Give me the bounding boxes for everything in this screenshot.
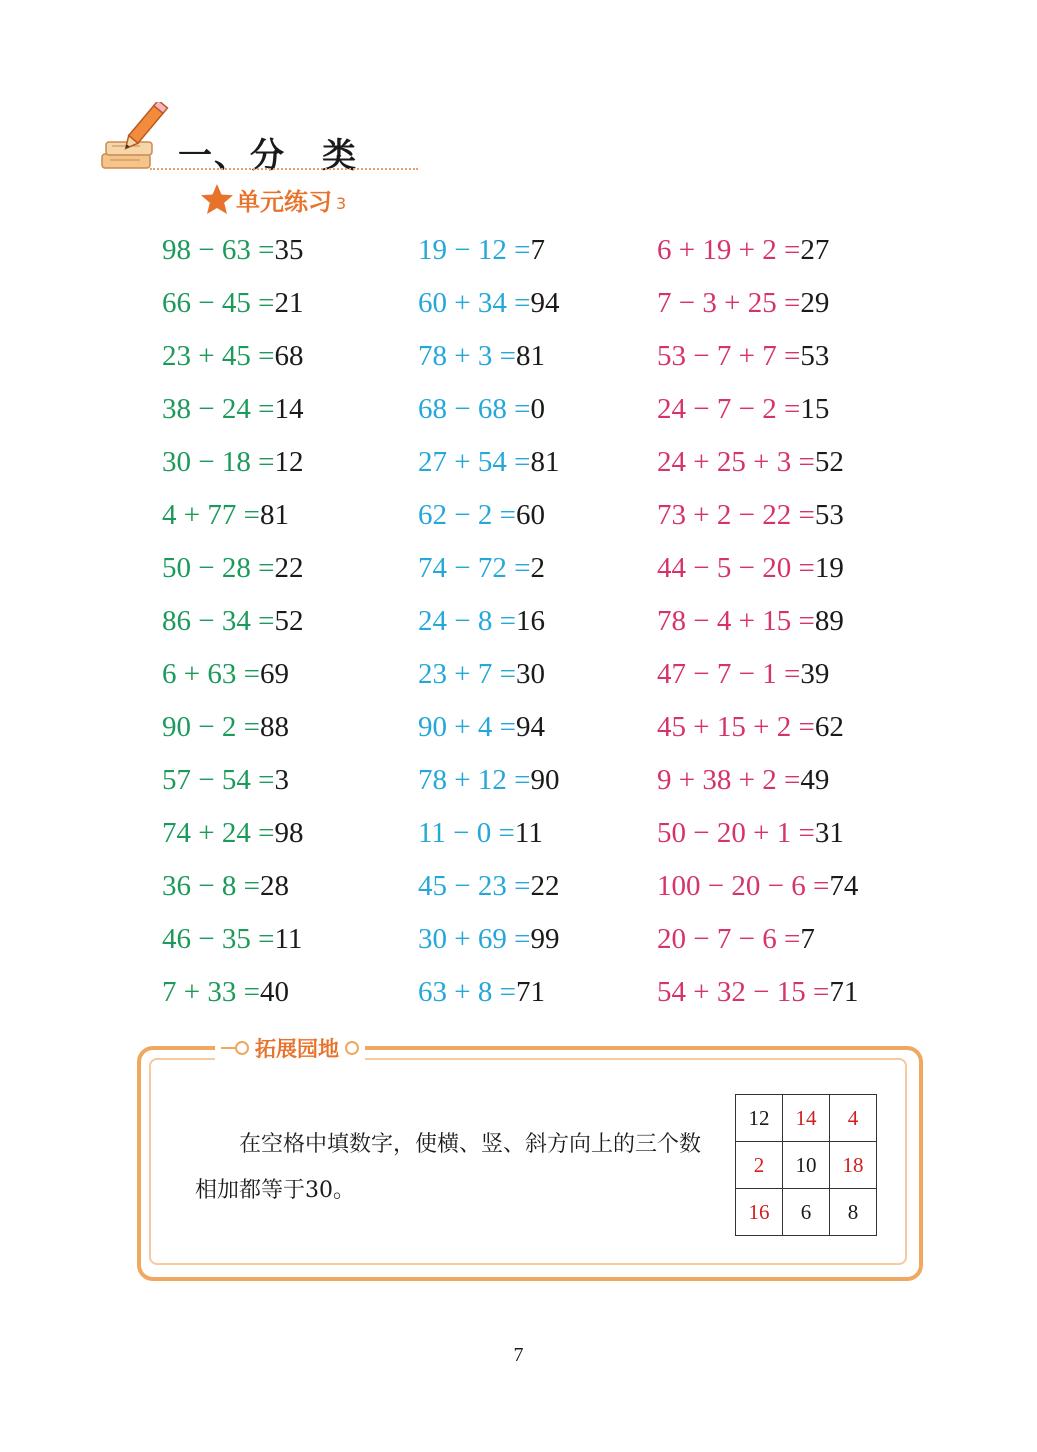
equation-answer: 81 [515,340,545,372]
equation-expression: 50 − 20 + 1 = [657,817,815,849]
magic-square-row [736,1095,877,1142]
star-icon [200,183,234,215]
equation-row [418,807,559,860]
equation-answer: 30 [515,658,545,690]
equation-expression: 24 + 25 + 3 = [657,446,815,478]
equation-expression: 19 − 12 = [418,234,531,266]
heading-line [221,1047,235,1049]
equation-answer: 81 [259,499,289,531]
equation-expression: 90 − 2 = [162,711,260,743]
equation-expression: 9 + 38 + 2 = [657,764,801,796]
magic-square-cell: 8 [830,1189,877,1236]
equation-answer: 94 [515,711,545,743]
extension-instructions: 在空格中填数字，使横、竖、斜方向上的三个数相加都等于30。 [195,1132,702,1203]
equation-row [657,277,858,330]
magic-square-row [736,1142,877,1189]
equation-expression: 30 − 18 = [162,446,275,478]
equation-answer: 88 [259,711,289,743]
equation-expression: 44 − 5 − 20 = [657,552,815,584]
equation-answer: 16 [515,605,545,637]
equation-answer: 7 [800,923,815,955]
equation-expression: 30 + 69 = [418,923,531,955]
chapter-title: 一、分 类 [178,136,358,176]
equation-expression: 74 − 72 = [418,552,531,584]
exercise-column-1 [162,224,303,1019]
equation-answer: 71 [829,976,859,1008]
equation-row [162,330,303,383]
equation-row [657,436,858,489]
equation-row [162,383,303,436]
magic-square-cell: 2 [736,1142,783,1189]
equation-answer: 81 [530,446,560,478]
equation-answer: 94 [530,287,560,319]
extension-title: 拓展园地 [255,1037,339,1061]
exercise-column-2 [418,224,559,1019]
equation-row [418,648,559,701]
equation-row [657,754,858,807]
magic-square-cell: 4 [830,1095,877,1142]
equation-expression: 62 − 2 = [418,499,516,531]
equation-answer: 52 [814,446,844,478]
equation-answer: 74 [829,870,859,902]
page-number: 7 [513,1344,524,1366]
equation-answer: 53 [800,340,830,372]
equation-expression: 4 + 77 = [162,499,260,531]
equation-expression: 78 − 4 + 15 = [657,605,815,637]
equation-expression: 53 − 7 + 7 = [657,340,801,372]
equation-row [162,913,303,966]
equation-answer: 69 [259,658,289,690]
equation-answer: 39 [800,658,830,690]
equation-expression: 78 + 3 = [418,340,516,372]
equation-expression: 100 − 20 − 6 = [657,870,830,902]
equation-row [162,860,303,913]
equation-answer: 35 [274,234,304,266]
equation-answer: 60 [515,499,545,531]
equation-answer: 12 [274,446,304,478]
equation-row [162,754,303,807]
equation-row [418,913,559,966]
equation-answer: 7 [530,234,545,266]
equation-expression: 90 + 4 = [418,711,516,743]
equation-row [657,966,858,1019]
equation-expression: 47 − 7 − 1 = [657,658,801,690]
equation-answer: 14 [274,393,304,425]
equation-expression: 27 + 54 = [418,446,531,478]
equation-answer: 98 [274,817,304,849]
equation-expression: 63 + 8 = [418,976,516,1008]
equation-row [657,860,858,913]
equation-answer: 62 [814,711,844,743]
equation-row [162,701,303,754]
equation-expression: 36 − 8 = [162,870,260,902]
magic-square-cell: 14 [783,1095,830,1142]
equation-answer: 19 [814,552,844,584]
unit-heading [200,183,346,215]
equation-answer: 99 [530,923,560,955]
equation-answer: 40 [259,976,289,1008]
equation-row [162,489,303,542]
equation-row [418,595,559,648]
heading-dot-icon [345,1041,359,1055]
equation-row [657,807,858,860]
equation-expression: 73 + 2 − 22 = [657,499,815,531]
equation-answer: 2 [530,552,545,584]
title-divider [150,168,418,170]
equation-row [162,966,303,1019]
equation-answer: 49 [800,764,830,796]
magic-square [735,1094,877,1236]
equation-answer: 11 [274,923,303,955]
equation-expression: 6 + 19 + 2 = [657,234,801,266]
equation-answer: 89 [814,605,844,637]
equation-row [657,489,858,542]
equation-expression: 98 − 63 = [162,234,275,266]
equation-row [657,913,858,966]
equation-answer: 52 [274,605,304,637]
equation-answer: 11 [514,817,543,849]
equation-row [162,224,303,277]
equation-row [162,436,303,489]
equation-expression: 20 − 7 − 6 = [657,923,801,955]
equation-answer: 53 [814,499,844,531]
equation-answer: 27 [800,234,830,266]
equation-expression: 46 − 35 = [162,923,275,955]
equation-expression: 86 − 34 = [162,605,275,637]
equation-answer: 3 [274,764,289,796]
equation-row [418,542,559,595]
equation-row [418,383,559,436]
equation-expression: 57 − 54 = [162,764,275,796]
equation-expression: 23 + 7 = [418,658,516,690]
equation-expression: 38 − 24 = [162,393,275,425]
equation-row [162,542,303,595]
equation-row [418,277,559,330]
equation-answer: 22 [274,552,304,584]
equation-expression: 24 − 7 − 2 = [657,393,801,425]
equation-answer: 68 [274,340,304,372]
equation-row [418,966,559,1019]
equation-expression: 45 − 23 = [418,870,531,902]
magic-square-row [736,1189,877,1236]
equation-row [418,436,559,489]
equation-expression: 50 − 28 = [162,552,275,584]
magic-square-cell: 6 [783,1189,830,1236]
equation-row [162,807,303,860]
equation-row [657,383,858,436]
equation-row [418,489,559,542]
equation-row [657,542,858,595]
equation-row [162,648,303,701]
equation-expression: 7 − 3 + 25 = [657,287,801,319]
equation-answer: 71 [515,976,545,1008]
equation-row [418,224,559,277]
equation-row [162,595,303,648]
equation-row [162,277,303,330]
magic-square-cell: 16 [736,1189,783,1236]
equation-row [657,224,858,277]
equation-expression: 74 + 24 = [162,817,275,849]
equation-answer: 31 [814,817,844,849]
equation-expression: 68 − 68 = [418,393,531,425]
equation-expression: 6 + 63 = [162,658,260,690]
equation-row [418,330,559,383]
equation-answer: 29 [800,287,830,319]
equation-expression: 60 + 34 = [418,287,531,319]
equation-answer: 0 [530,393,545,425]
equation-row [657,595,858,648]
equation-expression: 45 + 15 + 2 = [657,711,815,743]
equation-expression: 11 − 0 = [418,817,515,849]
equation-answer: 22 [530,870,560,902]
extension-heading [215,1032,365,1064]
equation-row [657,330,858,383]
magic-square-cell: 12 [736,1095,783,1142]
equation-expression: 23 + 45 = [162,340,275,372]
equation-expression: 7 + 33 = [162,976,260,1008]
equation-expression: 24 − 8 = [418,605,516,637]
equation-expression: 78 + 12 = [418,764,531,796]
equation-row [418,860,559,913]
equation-expression: 66 − 45 = [162,287,275,319]
equation-answer: 28 [259,870,289,902]
heading-dot-icon [235,1041,249,1055]
pencil-books-icon [100,102,170,182]
equation-answer: 90 [530,764,560,796]
equation-row [418,701,559,754]
equation-answer: 15 [800,393,830,425]
equation-row [418,754,559,807]
unit-number: 3 [336,193,347,213]
exercise-column-3 [657,224,858,1019]
equation-row [657,648,858,701]
equation-answer: 21 [274,287,304,319]
magic-square-cell: 10 [783,1142,830,1189]
magic-square-cell: 18 [830,1142,877,1189]
equation-expression: 54 + 32 − 15 = [657,976,830,1008]
unit-title: 单元练习 [236,187,332,216]
equation-row [657,701,858,754]
